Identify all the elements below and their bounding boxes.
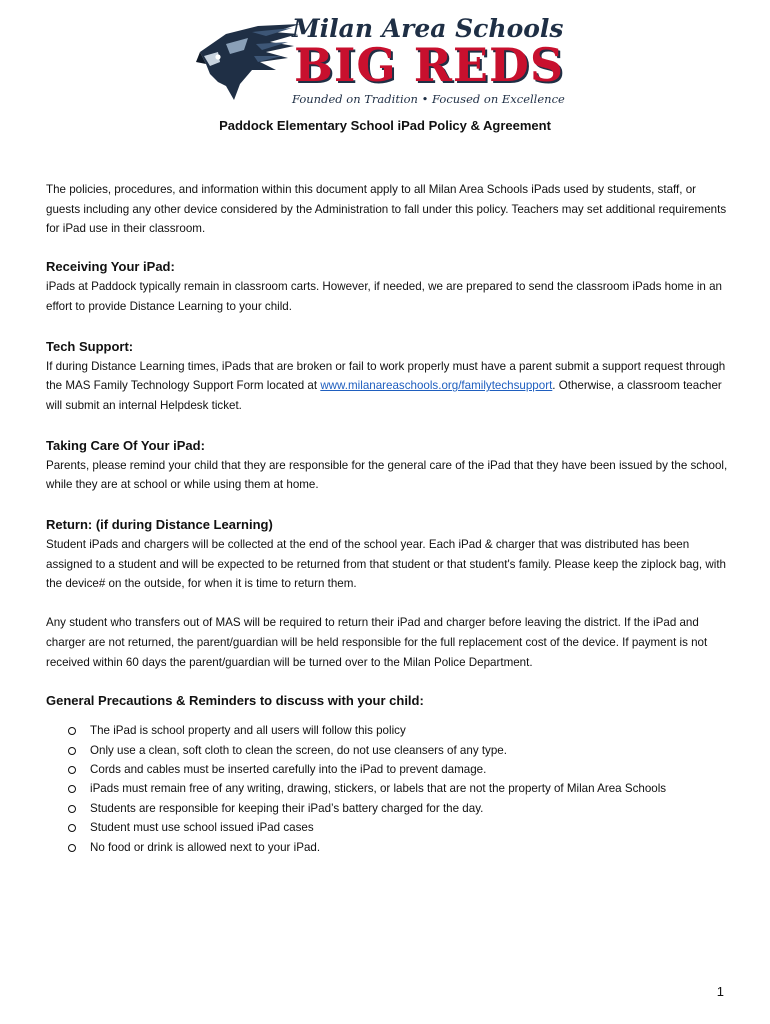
intro-paragraph: The policies, procedures, and information within this document apply to all Milan Area Schools iPads used by students, staff, or guests including any other device considered by the Administration to fall under this policy. Teachers may set additional requirements for iPad use in their classroom. — [46, 183, 727, 236]
list-item-text: Student must use school issued iPad cases — [90, 821, 314, 835]
bullet-circle-icon — [68, 824, 76, 832]
list-item — [46, 779, 730, 798]
page-title: Paddock Elementary School iPad Policy & Agreement — [219, 118, 551, 133]
list-item — [46, 799, 730, 818]
logo-school-name: Milan Area Schools — [292, 14, 564, 43]
document-body — [46, 180, 730, 857]
tech-support-paragraph — [46, 357, 730, 416]
tech-support-heading: Tech Support: — [46, 338, 134, 354]
care-heading: Taking Care Of Your iPad: — [46, 437, 205, 453]
family-tech-support-link[interactable]: www.milanareaschools.org/familytechsupport — [320, 379, 553, 393]
bullet-circle-icon — [68, 785, 76, 793]
return-heading: Return: (if during Distance Learning) — [46, 517, 273, 533]
list-item-text: No food or drink is allowed next to your iPad. — [90, 840, 321, 854]
list-item — [46, 838, 730, 857]
transfer-paragraph: Any student who transfers out of MAS will be required to return their iPad and charger before leaving the district. If the iPad and charger are not returned, the parent/guardian will be held responsible for the full replacement cost of the device. If payment is not received within 60 days the parent/guardian will be turned over to the Milan Police Department. — [46, 616, 708, 669]
receiving-heading: Receiving Your iPad: — [46, 259, 175, 275]
list-item-text: Students are responsible for keeping their iPad’s battery charged for the day. — [90, 801, 484, 815]
return-paragraph: Student iPads and chargers will be collected at the end of the school year. Each iPad & charger that was distributed has been assigned to a student and will be expected to be returned from that student or that student's family. Please keep the ziplock bag, with the device# on the outside, for when it is time to return them. — [46, 538, 726, 591]
tech-support-text-end: . Otherwise, a classroom teacher will submit an internal Helpdesk ticket. — [46, 379, 722, 412]
list-item-text: Only use a clean, soft cloth to clean the screen, do not use cleansers of any type. — [90, 743, 507, 757]
list-item — [46, 721, 730, 740]
care-paragraph: Parents, please remind your child that they are responsible for the general care of the iPad that they have been issued by the school, while they are at school or while using them at home. — [46, 458, 728, 492]
bullet-circle-icon — [68, 766, 76, 774]
page-number: 1 — [716, 984, 724, 999]
receiving-paragraph: iPads at Paddock typically remain in classroom carts. However, if needed, we are prepared to send the classroom iPads home in an effort to provide Distance Learning to your child. — [46, 280, 722, 313]
list-item — [46, 818, 730, 837]
school-logo — [196, 14, 565, 114]
hawk-mascot-icon — [196, 22, 304, 102]
precautions-list — [46, 721, 730, 857]
bullet-circle-icon — [68, 747, 76, 755]
bullet-circle-icon — [68, 805, 76, 813]
list-item-text: The iPad is school property and all users will follow this policy — [90, 724, 406, 738]
logo-big-reds: BIG REDS — [294, 38, 565, 92]
tech-support-text: If during Distance Learning times, iPads that are broken or fail to work properly must have a parent submit a support request through the MAS Family Technology Support Form located at — [46, 359, 726, 393]
precautions-heading: General Precautions & Reminders to discuss with your child: — [46, 693, 424, 709]
logo-tagline: Founded on Tradition • Focused on Excellence — [292, 92, 565, 106]
bullet-circle-icon — [68, 727, 76, 735]
bullet-circle-icon — [68, 844, 76, 852]
list-item — [46, 760, 730, 779]
list-item — [46, 741, 730, 760]
list-item-text: iPads must remain free of any writing, drawing, stickers, or labels that are not the property of Milan Area Schools — [90, 782, 667, 796]
list-item-text: Cords and cables must be inserted carefully into the iPad to prevent damage. — [90, 763, 487, 777]
